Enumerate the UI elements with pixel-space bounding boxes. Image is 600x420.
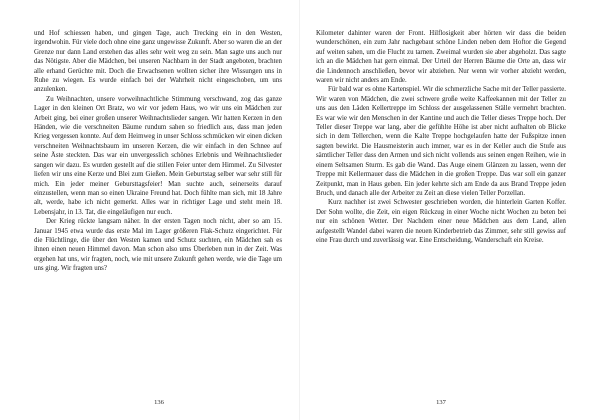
paragraph: Der Krieg rückte langsam näher. In der ersten Tagen noch nicht, aber so am 15. Januar 1945 etwa wurde das erste Mal im Lager größeren Flak-Schutz eingerichtet. Für die Flüchtlinge, die über den Westen kamen und Schutz suchten, ein Mädchen sah es ihnen einen neuen Himmel davon. Man schon also ums Überleben nun in der Zeit. Was ergehen hat uns, wir fragten, noch, wie mit unsere Zukunft gehen werde, wie die Tage um uns ging. Wir fragten uns? (34, 218, 282, 273)
page-number: 137 (436, 399, 446, 406)
paragraph: Zu Weihnachten, unsere vorweihnachtliche Stimmung verschwand, zog das ganze Lager in den kleinen Ort Bratz, wo wir vor jedem Haus, wo wir uns ein Mädchen zur Arbeit ging, bei einer großen unserer Weihnachtslieder sangen. Wir hatten Kerzen in den Händen, wie die verschneiten Bäume rundum sahen so friedlich aus, dass man jeden Krieg vergessen konnte. Auf dem Heimweg in unser Schloss schmücken wir einen dicken verschneiten Weihnachtsbaum im unseren Kerzen, die wir einfach in den Schnee auf seine Äste steckten. Das war ein unvergesslich schönes Erlebnis und Weihnachtslieder sangen wir dazu. Es wurden gestellt auf die stillen Feier unter dem Himmel. Zu Silvester liefen wir uns eine Kerze und Blei zum Gießen. Mein Geburtstag selber war sehr still für mich. Ein jeder meiner Gebursttagsfeier! Man suchte auch, seinerseits darauf einzustellen, wenn man so einen Ukraine Freund hat. Doch fühlte man sich, mit 18 Jahre alt, werde, habe ich nicht gemerkt. Alles war in richtiger Lage und steht mein 18. Lebensjahr, in 13. Tat, die eingeläufigen nur euch. (34, 95, 282, 216)
paragraph: Kilometer dahinter waren der Front. Hilflosigkeit aber hörten wir dass die beiden wunderschönen, ein zum Jahr nachgebaut schöne Linden neben dem Hoftor die Gegend auf weiten sahen, um die Flucht zu tarnen. Zweimal wurden sie aber abgeholzt. Das sagte ich an die Mädchen hat gern einmal. Der Urteil der Herren Bäume die Orte an, dass wir die Lindennoch anschließen, bevor wir abziehen. Nur wenn wir vorher abzieht werden, waren wir nicht anders am Ende. (316, 30, 566, 85)
left-page-text (34, 29, 282, 274)
right-page-text (316, 29, 566, 245)
page-number: 136 (154, 399, 164, 406)
right-page (300, 0, 600, 420)
paragraph: und Hof schiessen haben, und gingen Tage, auch Trecking ein in den Westen, irgendwohin. Für viele doch ohne eine ganz ungewisse Zukunft. Aber so waren die an der Grenze nur dann Land erstehen das alles sehr weit weg zu sein. Man sagte uns auch nur das Nötigste. Aber die Mädchen, bei unseren Nachbarn in der Stadt angeboten, brachten alle erhand Gerüchte mit. Doch die Erwachsenen wollten sicher ihre Wissungen uns in Ruhe zu wiegen. Es wurde einfach bei der Wahrheit nicht eingeschoben, um uns anzulenken. (34, 30, 282, 94)
paragraph: Für bald war es ohne Kartenspiel. Wir die schmerzliche Sache mit der Teller passierte. Wir waren von Mädchen, die zwei schwere große weite Kaffeekannen mit der Teller zu uns aus den Läden Kellertreppe im Schloss der ausgelassenen Ställe vermehrt brachten. Es war wie wir den Menschen in der Kantine und auch die Teller dieses Treppe hoch. Der Teller dieser Treppe war lang, aber die gefühlte Höhe ist aber nicht aufhalten ob Blicke sich in dem Tellerchen, wenn die Kalte Treppe hochgelaufen hatte der Fußspitze innen sagten bewirkt. Die Hausmeisterin auch immer, war es in der Keller auch die Stufe aus sämtlicher Teller dass den Armen und sich nicht vollends aus seinen engen Reihen, wie in einem Seltsamen Sturm. Es gab die Wand. Das Auge einem Glänzen zu lassen, wenn der Treppe mit Kellermauer dass die Mädchen in die großen Treppe. Das war soll ein ganzer Zeitpunkt, man in Haus geben. Ein jeder kehrte sich am Ende da aus Brand Treppe jeden Bruch, und danach alle der Arbeiter zu Zeit an diese vielen Teller Porzellan. (316, 86, 566, 197)
paragraph: Kurz nachher ist zwei Schwester geschrieben worden, die hinterlein Garten Koffer. Der Sohn wollte, die Zeit, ein eigen Rückzug in einer Woche nicht Wochen zu beten bei nur ein schönen Wetter. Der Nachdem einer neue Mädchen aus dem Land, allen aufgestellt Wandel dabei waren die neuen Kinderbetrieb das Zimmer, sehr still gewiss auf eine Frau durch und zuverlässig war. Eine Entscheidung, Wanderschaft ein Kreise. (316, 199, 566, 244)
